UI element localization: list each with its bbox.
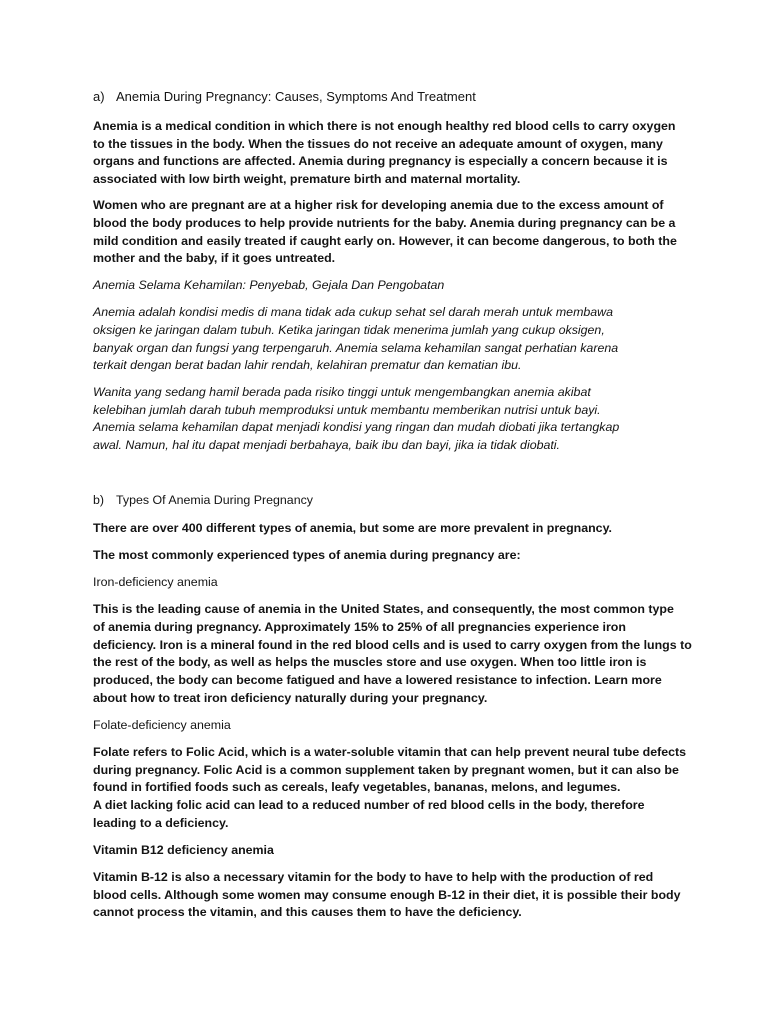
section-b-title: Types Of Anemia During Pregnancy [116, 493, 313, 507]
folate-p-line-2: during pregnancy. Folic Acid is a common supplement taken by pregnant women, but it can also be [93, 763, 679, 777]
en-p2-line-4: mother and the baby, if it goes untreated. [93, 251, 336, 265]
b12-deficiency-heading: Vitamin B12 deficiency anemia [93, 843, 274, 857]
b12-p-line-3: cannot process the vitamin, and this causes them to have the deficiency. [93, 905, 522, 919]
common-types-heading: The most commonly experienced types of anemia during pregnancy are: [93, 548, 521, 562]
folate-p-line-3: found in fortified foods such as cereals, leafy vegetables, bananas, melons, and legumes. [93, 780, 621, 794]
id-p2-line-2: kelebihan jumlah darah tubuh memproduksi untuk membantu memberikan nutrisi untuk bayi. [93, 403, 601, 417]
b12-p-line-1: Vitamin B-12 is also a necessary vitamin for the body to have to help with the production of red [93, 870, 654, 884]
en-p1-line-3: organs and functions are affected. Anemia during pregnancy is especially a concern because it is [93, 154, 668, 168]
id-p2-line-3: Anemia selama kehamilan dapat menjadi kondisi yang ringan dan mudah diobati jika tertangkap [93, 420, 620, 434]
en-p2-line-3: mild condition and easily treated if caught early on. However, it can become dangerous, to both the [93, 234, 677, 248]
b12-p-line-2: blood cells. Although some women may consume enough B-12 in their diet, it is possible their body [93, 888, 681, 902]
types-intro: There are over 400 different types of anemia, but some are more prevalent in pregnancy. [93, 521, 612, 535]
iron-deficiency-heading: Iron-deficiency anemia [93, 575, 218, 589]
iron-p-line-6: about how to treat iron deficiency naturally during your pregnancy. [93, 691, 488, 705]
section-b-label: b) [93, 493, 105, 507]
section-a-title: Anemia During Pregnancy: Causes, Symptoms And Treatment [116, 89, 476, 104]
folate-p-line-5: leading to a deficiency. [93, 816, 229, 830]
iron-p-line-5: produced, the body can become fatigued and have a lowered resistance to infection. Learn more [93, 673, 662, 687]
id-p2-line-1: Wanita yang sedang hamil berada pada risiko tinggi untuk mengembangkan anemia akibat [93, 385, 591, 399]
section-a-heading [93, 88, 476, 106]
section-b-heading [93, 491, 313, 509]
folate-deficiency-heading: Folate-deficiency anemia [93, 718, 231, 732]
en-p1-line-4: associated with low birth weight, premature birth and maternal mortality. [93, 172, 521, 186]
id-p1-line-3: banyak organ dan fungsi yang terpengaruh. Anemia selama kehamilan sangat perhatian karena [93, 341, 619, 355]
folate-p-line-4: A diet lacking folic acid can lead to a reduced number of red blood cells in the body, therefore [93, 798, 645, 812]
id-p1-line-1: Anemia adalah kondisi medis di mana tidak ada cukup sehat sel darah merah untuk membawa [93, 305, 614, 319]
section-a-label: a) [93, 89, 105, 104]
id-p1-line-4: terkait dengan berat badan lahir rendah, kelahiran prematur dan kematian ibu. [93, 358, 522, 372]
iron-p-line-1: This is the leading cause of anemia in the United States, and consequently, the most common type [93, 602, 674, 616]
id-p1-line-2: oksigen ke jaringan dalam tubuh. Ketika jaringan tidak menerima jumlah yang cukup oksigen, [93, 323, 605, 337]
en-p1-line-1: Anemia is a medical condition in which there is not enough healthy red blood cells to carry oxygen [93, 119, 676, 133]
id-heading: Anemia Selama Kehamilan: Penyebab, Gejala Dan Pengobatan [93, 278, 445, 292]
iron-p-line-2: of anemia during pregnancy. Approximately 15% to 25% of all pregnancies experience iron [93, 620, 626, 634]
iron-p-line-3: deficiency. Iron is a mineral found in the red blood cells and is used to carry oxygen from the lungs to [93, 638, 692, 652]
iron-p-line-4: the rest of the body, as well as helps the muscles store and use oxygen. When too little iron is [93, 655, 647, 669]
id-p2-line-4: awal. Namun, hal itu dapat menjadi berbahaya, baik ibu dan bayi, jika ia tidak diobati. [93, 438, 561, 452]
en-p2-line-2: blood the body produces to help provide nutrients for the baby. Anemia during pregnancy can be a [93, 216, 676, 230]
en-p2-line-1: Women who are pregnant are at a higher risk for developing anemia due to the excess amount of [93, 198, 664, 212]
folate-p-line-1: Folate refers to Folic Acid, which is a water-soluble vitamin that can help prevent neural tube defects [93, 745, 687, 759]
en-p1-line-2: to the tissues in the body. When the tissues do not receive an adequate amount of oxygen, many [93, 137, 663, 151]
